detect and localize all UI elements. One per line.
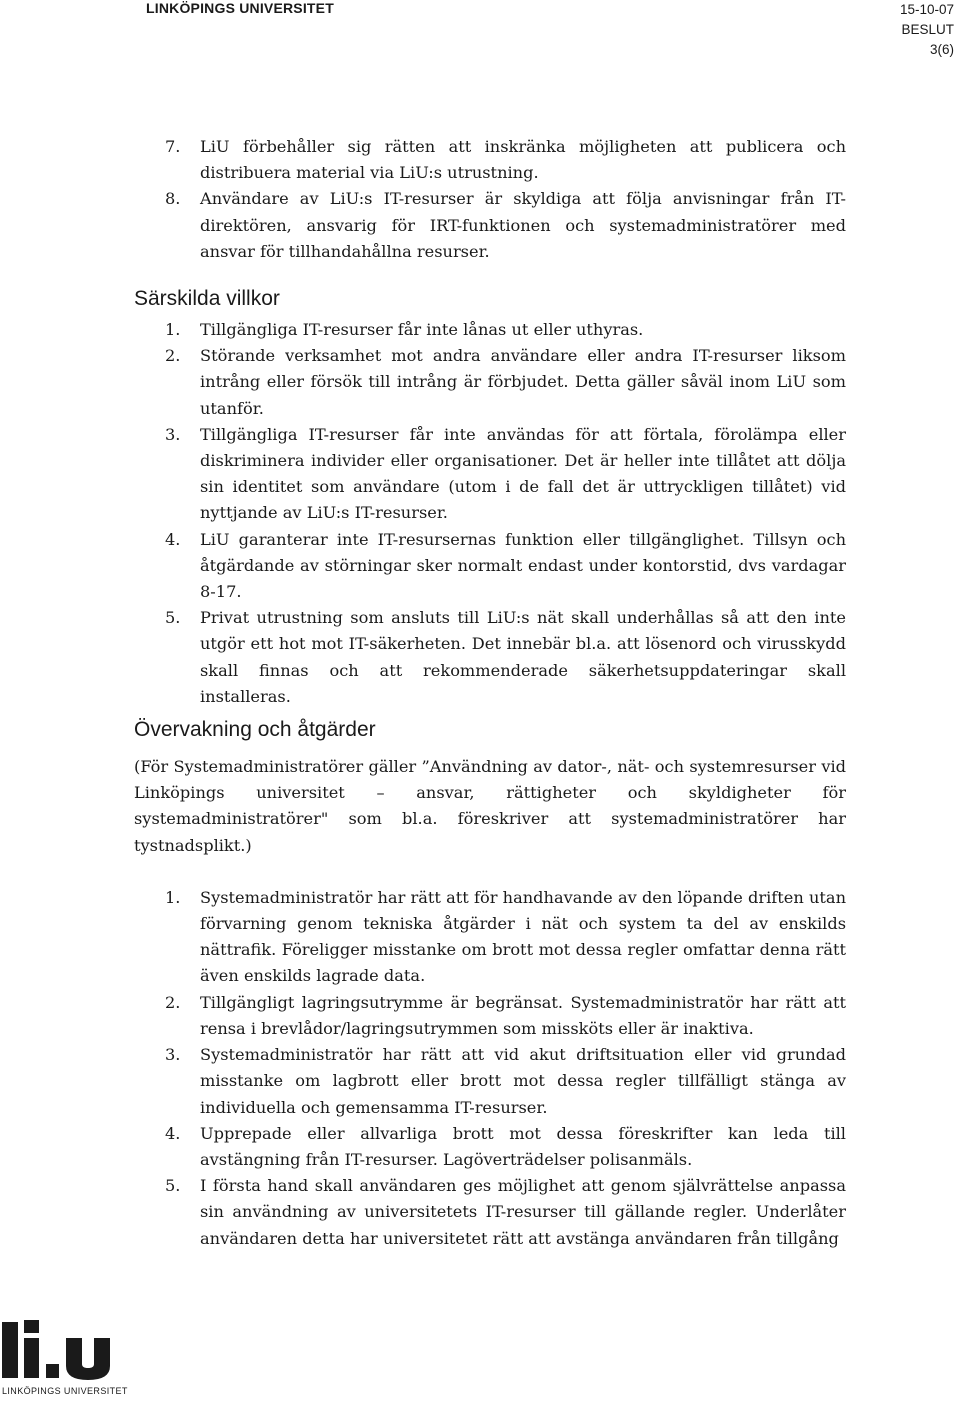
list-item xyxy=(134,1121,846,1173)
item-text: Tillgängliga IT-resurser får inte användas för att förtala, förolämpa eller diskriminera individer eller organisationer. Det är heller inte tillåtet att dölja sin identitet som användare (utom i de fall det är uttryckligen tillåtet) vid nyttjande av LiU:s IT-resurser. xyxy=(200,424,846,523)
document-body xyxy=(134,134,846,1252)
item-number: 3. xyxy=(165,424,181,444)
item-text: LiU garanterar inte IT-resursernas funktion eller tillgänglighet. Tillsyn och åtgärdande av störningar sker normalt endast under kontorstid, dvs vardagar 8-17. xyxy=(200,529,846,602)
item-number: 4. xyxy=(165,1123,181,1143)
item-number: 7. xyxy=(165,137,181,156)
logo-university-name: LINKÖPINGS UNIVERSITET xyxy=(2,1386,128,1396)
item-text: Systemadministratör har rätt att för handhavande av den löpande driften utan förvarning genom tekniska åtgärder i nät och system ta del av enskilds nättrafik. Föreligger misstanke om brott mot dessa regler omfattar denna rätt även enskilds lagrade data. xyxy=(200,887,846,986)
item-number: 4. xyxy=(165,529,181,549)
item-text: LiU förbehåller sig rätten att inskränka möjligheten att publicera och distribuera material via LiU:s utrustning. xyxy=(200,137,846,183)
header-doc-type: BESLUT xyxy=(901,22,954,37)
item-number: 5. xyxy=(165,608,181,628)
item-text: Privat utrustning som ansluts till LiU:s nät skall underhållas så att den inte utgör ett hot mot IT-säkerheten. Det innebär bl.a. att lösenord och virusskydd skall finnas och att rekommenderade säkerhetsuppdateringar skall installeras. xyxy=(200,608,846,706)
item-number: 2. xyxy=(165,346,181,366)
item-number: 3. xyxy=(165,1045,181,1065)
section-heading-sarskilda-villkor: Särskilda villkor xyxy=(134,287,280,311)
list-item xyxy=(134,317,846,343)
item-number: 5. xyxy=(165,1176,181,1196)
item-number: 1. xyxy=(165,320,181,340)
item-text: Systemadministratör har rätt att vid akut driftsituation eller vid grundad misstanke om lagbrott eller brott mot dessa regler tillfälligt stänga av individuella och gemensamma IT-resurser. xyxy=(200,1045,846,1117)
item-text: I första hand skall användaren ges möjlighet att genom självrättelse anpassa sin användning av universitetets IT-resurser till gällande regler. Underlåter användaren detta har universitetet rätt att avstänga användaren från tillgång xyxy=(200,1176,846,1248)
header-page-number: 3(6) xyxy=(929,42,954,57)
intro-list xyxy=(134,134,846,265)
list-item xyxy=(134,134,846,186)
list-item xyxy=(134,422,846,527)
item-number: 2. xyxy=(165,992,181,1012)
item-text: Användare av LiU:s IT-resurser är skyldiga att följa anvisningar från IT-direktören, ansvarig för IRT-funktionen och systemadministratörer med ansvar för tillhandahållna resurser. xyxy=(200,189,846,261)
list-item xyxy=(134,343,846,422)
list-item xyxy=(134,990,846,1042)
section-heading-overvakning: Övervakning och åtgärder xyxy=(134,718,376,742)
header-meta xyxy=(900,0,954,60)
sysadmin-note-paragraph: (För Systemadministratörer gäller ”Användning av dator-, nät- och systemresurser vid Linköpings universitet – ansvar, rättigheter och skyldigheter för systemadministratörer" som bl.a. föreskriver att systemadministratörer har tystnadsplikt.) xyxy=(134,757,846,855)
item-text: Tillgängligt lagringsutrymme är begränsat. Systemadministratör har rätt att rensa i brevlådor/lagringsutrymmen som missköts eller är inaktiva. xyxy=(200,992,846,1038)
list-item xyxy=(134,1042,846,1121)
list-item xyxy=(134,186,846,265)
item-text: Tillgängliga IT-resurser får inte lånas ut eller uthyras. xyxy=(200,320,644,340)
list-item xyxy=(134,527,846,606)
header-org: LINKÖPINGS UNIVERSITET xyxy=(146,0,334,16)
item-number: 1. xyxy=(165,887,181,907)
header-date: 15-10-07 xyxy=(899,2,954,17)
sarskilda-villkor-list xyxy=(134,317,846,710)
overvakning-list xyxy=(134,885,846,1252)
item-text: Störande verksamhet mot andra användare eller andra IT-resurser liksom intrång eller försök till intrång är förbjudet. Detta gäller såväl inom LiU som utanför. xyxy=(200,346,846,418)
list-item xyxy=(134,885,846,990)
list-item xyxy=(134,605,846,710)
item-number: 8. xyxy=(165,189,181,209)
list-item xyxy=(134,1173,846,1252)
item-text: Upprepade eller allvarliga brott mot dessa föreskrifter kan leda till avstängning från IT-resurser. Lagöverträdelser polisanmäls. xyxy=(200,1123,846,1169)
